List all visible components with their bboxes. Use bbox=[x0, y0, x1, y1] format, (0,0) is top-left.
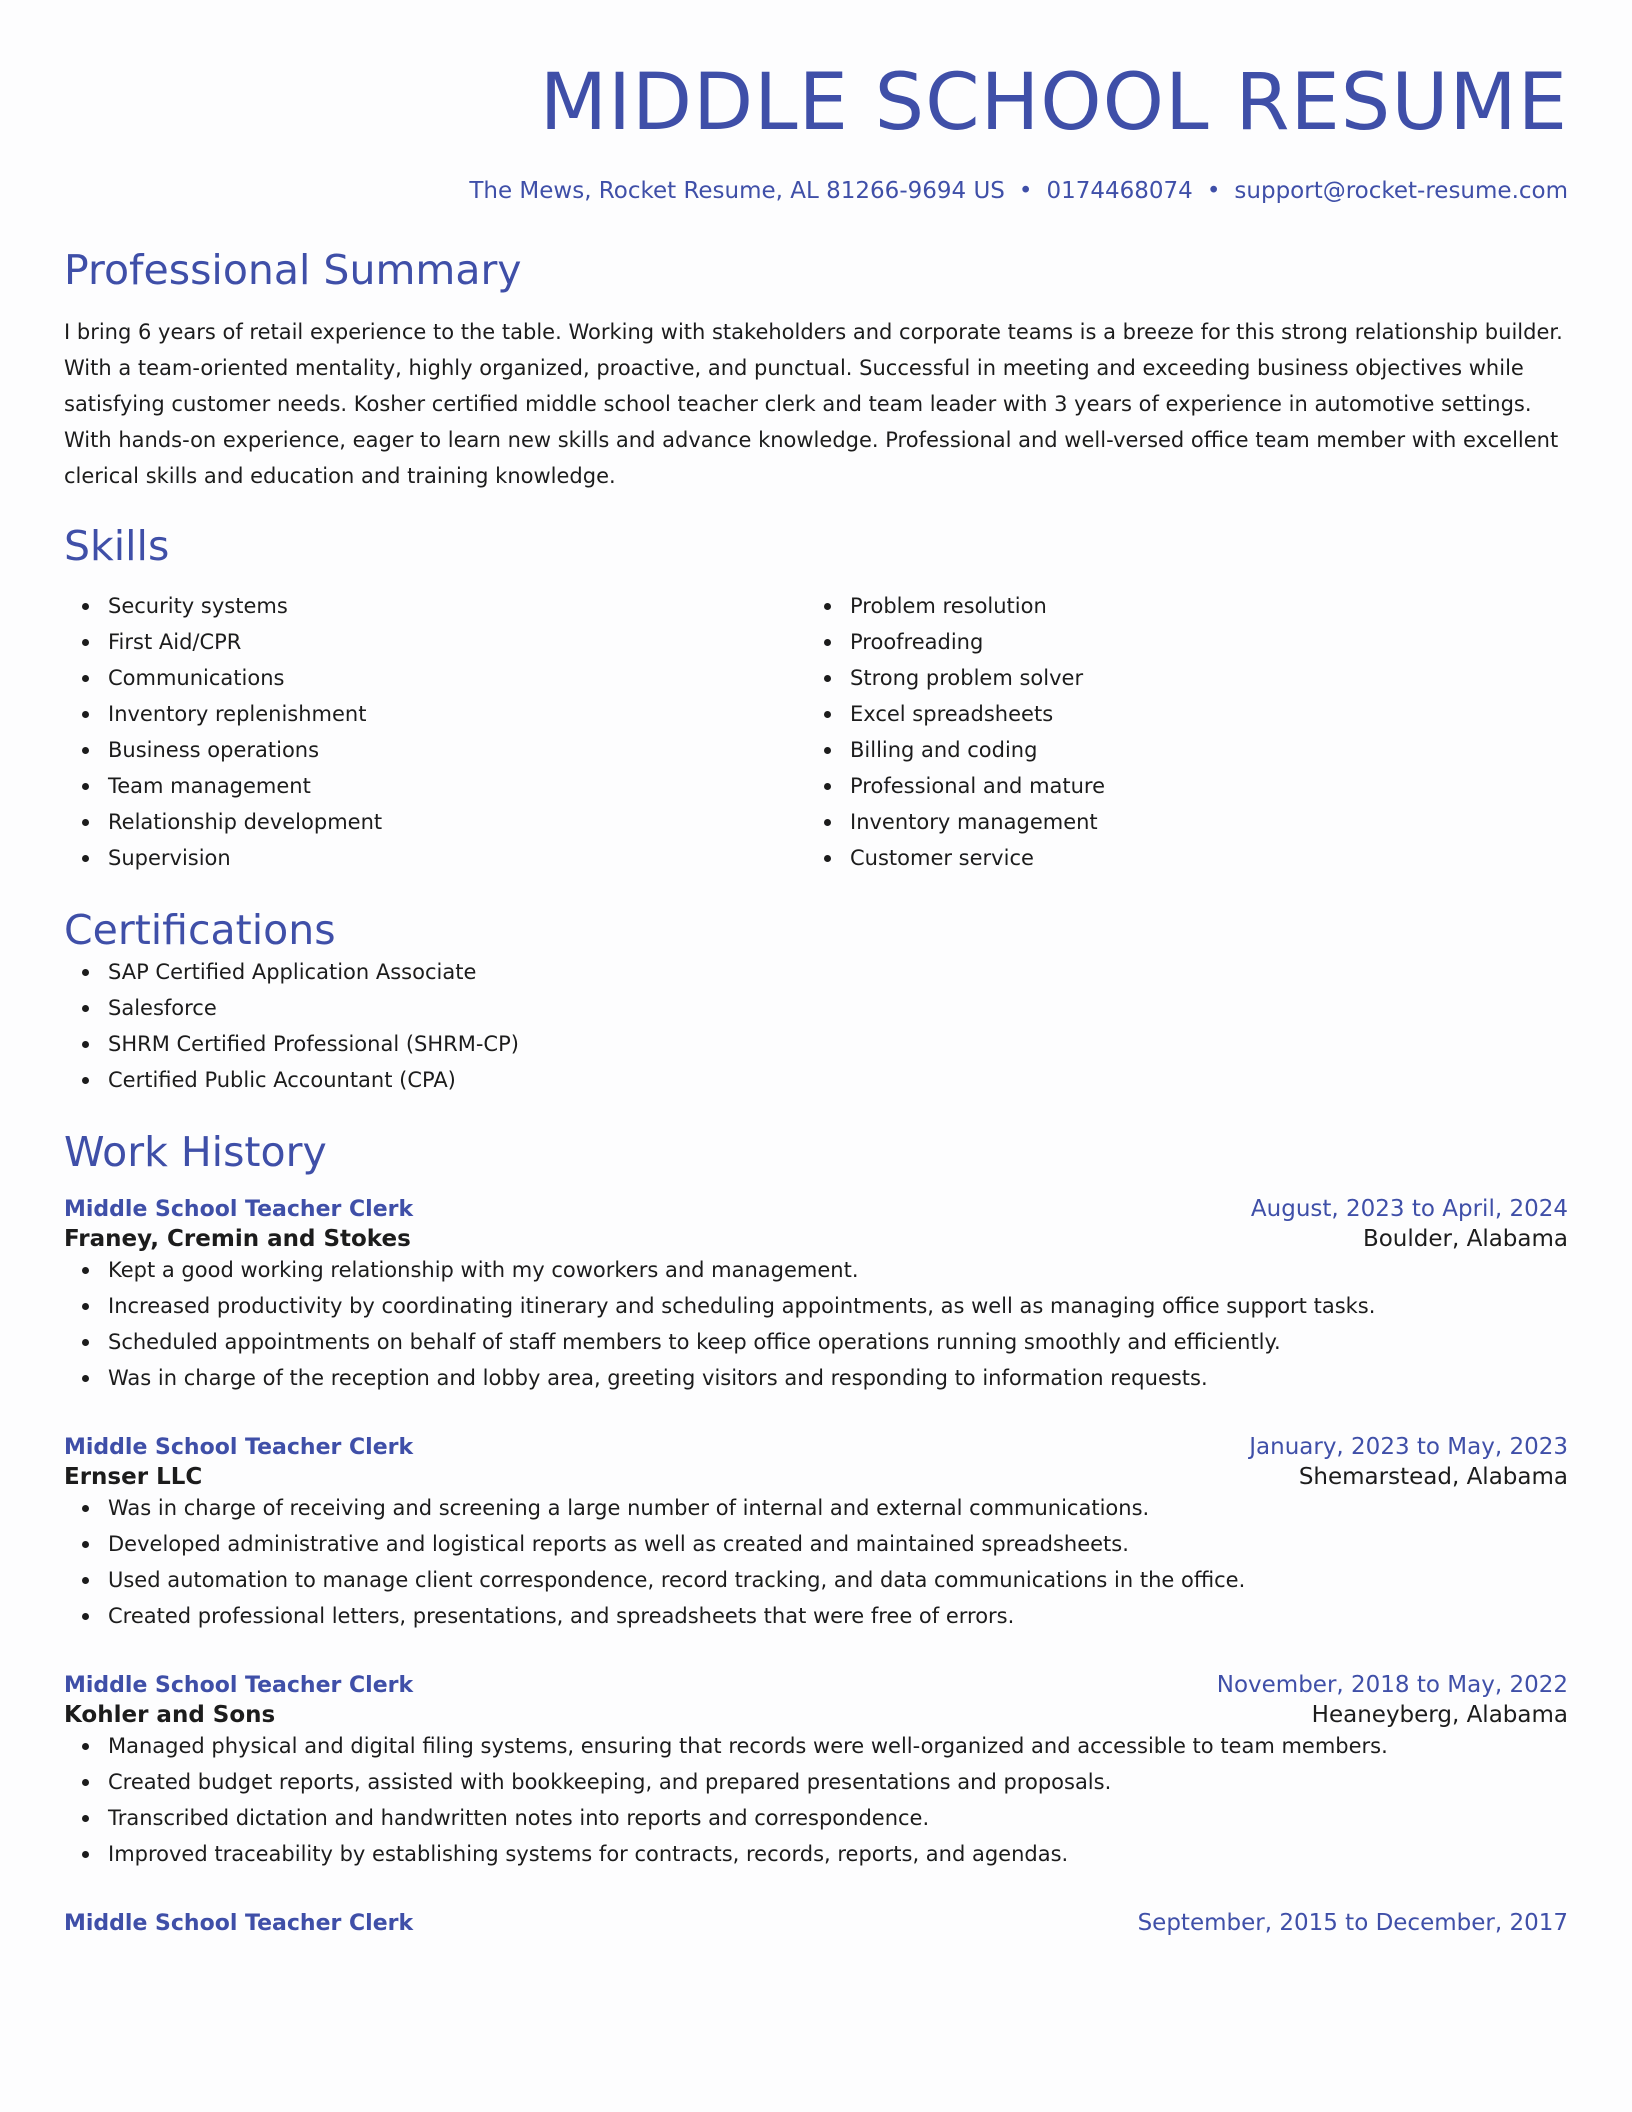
skill-item: Supervision bbox=[108, 840, 806, 876]
skill-item: Relationship development bbox=[108, 804, 806, 840]
skill-item: Communications bbox=[108, 660, 806, 696]
job-dates: August, 2023 to April, 2024 bbox=[1250, 1196, 1568, 1222]
job-dates: September, 2015 to December, 2017 bbox=[1137, 1910, 1568, 1936]
skill-item: Inventory replenishment bbox=[108, 696, 806, 732]
job-bullet: Used automation to manage client correspondence, record tracking, and data communications in the office. bbox=[108, 1562, 1568, 1598]
job-header-row bbox=[64, 1434, 1568, 1460]
job-entry bbox=[64, 1196, 1568, 1396]
job-company-row bbox=[64, 1698, 1568, 1728]
skill-item: Billing and coding bbox=[850, 732, 1548, 768]
summary-text: I bring 6 years of retail experience to the table. Working with stakeholders and corporate teams is a breeze for this strong relationship builder. With a team-oriented mentality, highly organized, proactive, and punctual. Successful in meeting and exceeding business objectives while satisfying customer needs. Kosher certified middle school teacher clerk and team leader with 3 years of experience in automotive settings. With hands-on experience, eager to learn new skills and advance knowledge. Professional and well-versed office team member with excellent clerical skills and education and training knowledge. bbox=[64, 320, 1563, 488]
job-title: Middle School Teacher Clerk bbox=[64, 1435, 414, 1460]
job-bullets bbox=[64, 1490, 1568, 1634]
job-bullets bbox=[64, 1252, 1568, 1396]
skills-column-left bbox=[64, 588, 806, 876]
job-entry bbox=[64, 1434, 1568, 1634]
job-entry bbox=[64, 1910, 1568, 1936]
skill-item: Excel spreadsheets bbox=[850, 696, 1548, 732]
contact-separator: • bbox=[1206, 178, 1221, 204]
job-bullet: Kept a good working relationship with my coworkers and management. bbox=[108, 1252, 1568, 1288]
contact-line bbox=[64, 178, 1568, 204]
job-title: Middle School Teacher Clerk bbox=[64, 1673, 414, 1698]
section-title-certifications: Certifications bbox=[64, 906, 336, 954]
contact-email: support@rocket-resume.com bbox=[1234, 178, 1568, 204]
section-title-skills: Skills bbox=[64, 522, 170, 570]
job-dates: January, 2023 to May, 2023 bbox=[1249, 1434, 1568, 1460]
skills-right-list bbox=[806, 588, 1548, 876]
job-bullet: Was in charge of receiving and screening a large number of internal and external communications. bbox=[108, 1490, 1568, 1526]
skill-item: Security systems bbox=[108, 588, 806, 624]
certification-item: Certified Public Accountant (CPA) bbox=[108, 1062, 1568, 1098]
skill-item: Proofreading bbox=[850, 624, 1548, 660]
job-header-row bbox=[64, 1196, 1568, 1222]
certifications-list bbox=[64, 954, 1568, 1098]
certification-item: Salesforce bbox=[108, 990, 1568, 1026]
job-company-row bbox=[64, 1460, 1568, 1490]
certification-item: SHRM Certified Professional (SHRM-CP) bbox=[108, 1026, 1568, 1062]
job-bullet: Improved traceability by establishing systems for contracts, records, reports, and agendas. bbox=[108, 1836, 1568, 1872]
contact-address: The Mews, Rocket Resume, AL 81266-9694 US bbox=[469, 178, 1005, 204]
skill-item: Business operations bbox=[108, 732, 806, 768]
section-title-work-history: Work History bbox=[64, 1128, 327, 1176]
contact-separator: • bbox=[1018, 178, 1033, 204]
job-bullet: Developed administrative and logistical reports as well as created and maintained spreadsheets. bbox=[108, 1526, 1568, 1562]
resume-page bbox=[64, 0, 1568, 1936]
job-bullet: Was in charge of the reception and lobby area, greeting visitors and responding to information requests. bbox=[108, 1360, 1568, 1396]
job-bullets bbox=[64, 1728, 1568, 1872]
job-bullet: Created budget reports, assisted with bookkeeping, and prepared presentations and proposals. bbox=[108, 1764, 1568, 1800]
job-bullet: Transcribed dictation and handwritten notes into reports and correspondence. bbox=[108, 1800, 1568, 1836]
skills-list bbox=[64, 588, 1568, 876]
job-company-row bbox=[64, 1222, 1568, 1252]
skill-item: Team management bbox=[108, 768, 806, 804]
job-title: Middle School Teacher Clerk bbox=[64, 1197, 414, 1222]
skills-column-right bbox=[806, 588, 1548, 876]
job-location: Boulder, Alabama bbox=[1362, 1226, 1568, 1252]
skill-item: Inventory management bbox=[850, 804, 1548, 840]
section-title-summary: Professional Summary bbox=[64, 246, 522, 294]
job-location: Shemarstead, Alabama bbox=[1298, 1464, 1568, 1490]
certification-item: SAP Certified Application Associate bbox=[108, 954, 1568, 990]
skill-item: First Aid/CPR bbox=[108, 624, 806, 660]
skill-item: Professional and mature bbox=[850, 768, 1548, 804]
job-bullet: Managed physical and digital filing systems, ensuring that records were well-organized and accessible to team members. bbox=[108, 1728, 1568, 1764]
job-company: Franey, Cremin and Stokes bbox=[64, 1226, 411, 1252]
resume-name: MIDDLE SCHOOL RESUME bbox=[539, 58, 1568, 148]
job-dates: November, 2018 to May, 2022 bbox=[1216, 1672, 1568, 1698]
skill-item: Customer service bbox=[850, 840, 1548, 876]
skills-left-list bbox=[64, 588, 806, 876]
job-header-row bbox=[64, 1672, 1568, 1698]
job-location: Heaneyberg, Alabama bbox=[1311, 1702, 1568, 1728]
contact-phone: 0174468074 bbox=[1046, 178, 1193, 204]
job-bullet: Increased productivity by coordinating itinerary and scheduling appointments, as well as managing office support tasks. bbox=[108, 1288, 1568, 1324]
job-entry bbox=[64, 1672, 1568, 1872]
job-title: Middle School Teacher Clerk bbox=[64, 1911, 414, 1936]
job-header-row bbox=[64, 1910, 1568, 1936]
job-bullet: Scheduled appointments on behalf of staff members to keep office operations running smoothly and efficiently. bbox=[108, 1324, 1568, 1360]
job-company: Kohler and Sons bbox=[64, 1702, 276, 1728]
skill-item: Problem resolution bbox=[850, 588, 1548, 624]
job-bullet: Created professional letters, presentations, and spreadsheets that were free of errors. bbox=[108, 1598, 1568, 1634]
job-company: Ernser LLC bbox=[64, 1464, 203, 1490]
skill-item: Strong problem solver bbox=[850, 660, 1548, 696]
